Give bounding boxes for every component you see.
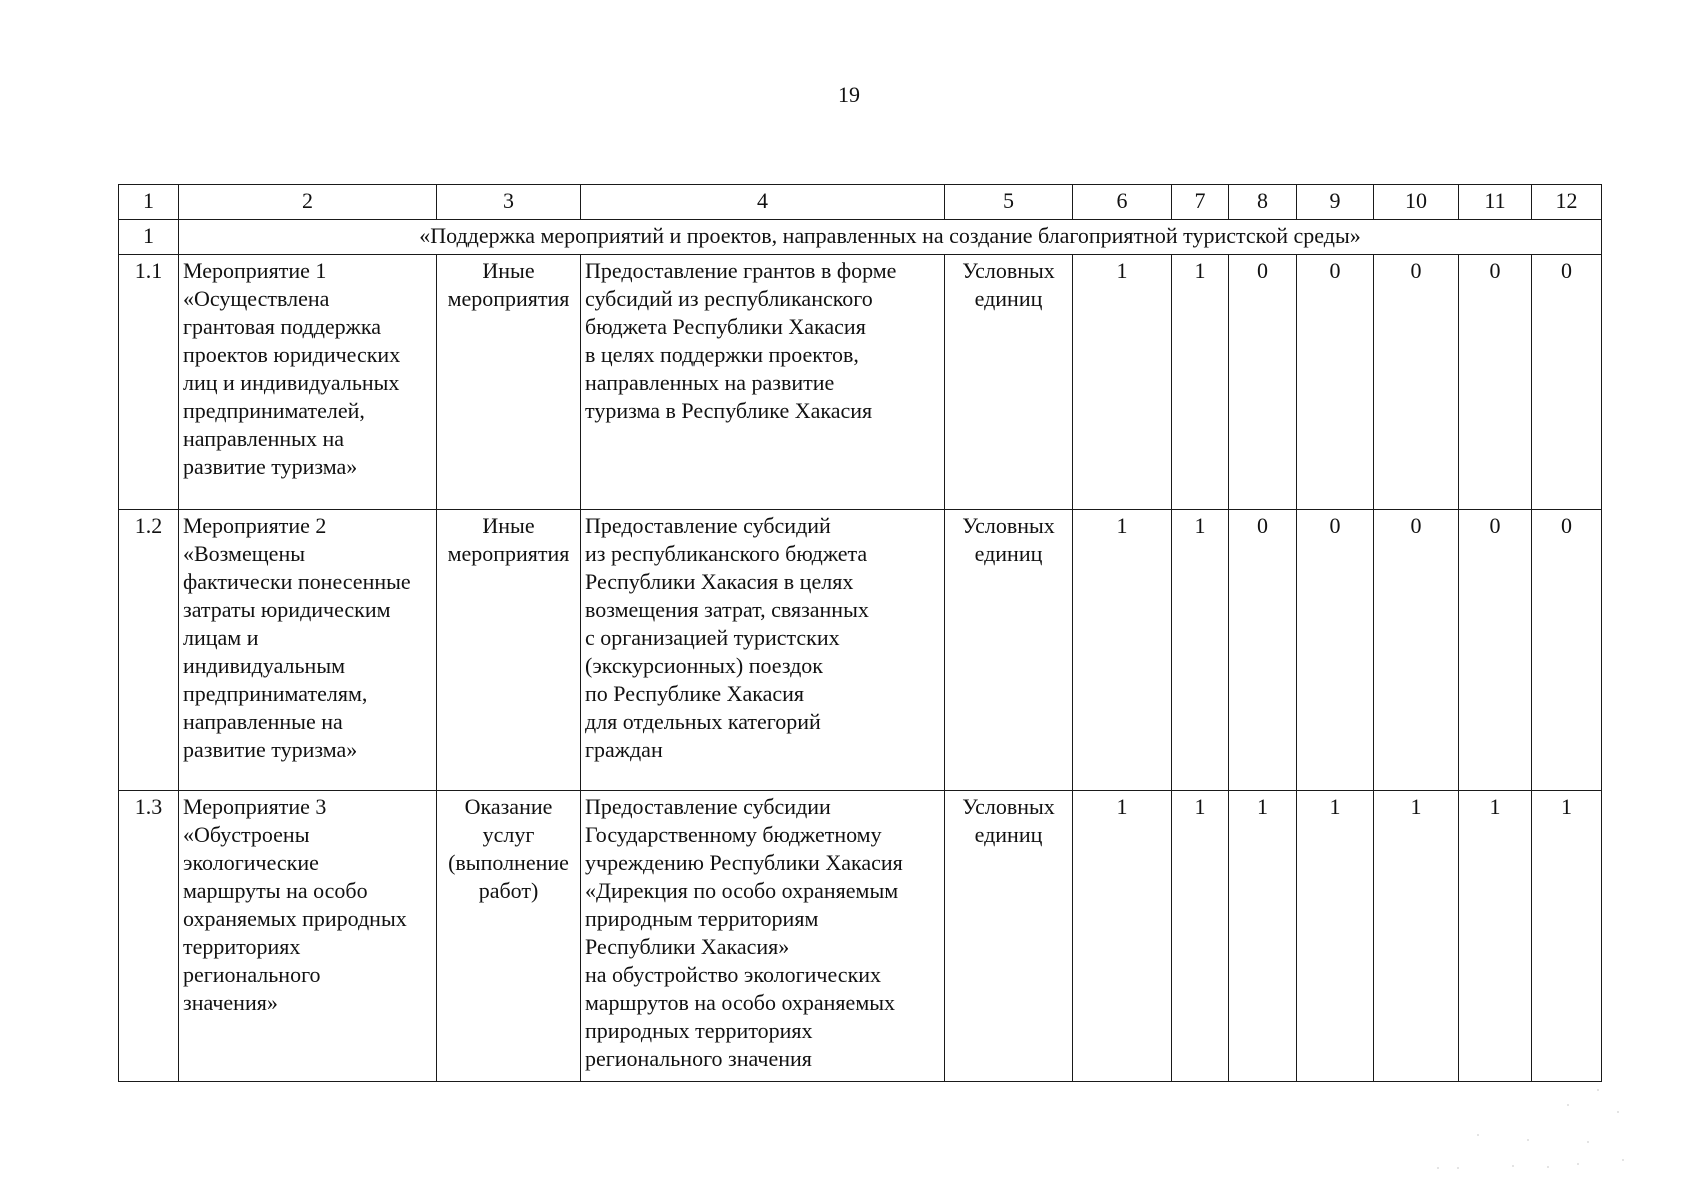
cell-line: Республики Хакасия в целях [585, 569, 854, 594]
page-number: 19 [838, 82, 860, 107]
activity-description [581, 255, 945, 510]
cell-line: Иные [482, 258, 535, 283]
row-number: 1.2 [119, 510, 179, 791]
cell-line: Мероприятие 2 [183, 513, 327, 538]
value-cell: 0 [1374, 510, 1459, 791]
cell-line: единиц [974, 286, 1043, 311]
cell-line: по Республике Хакасия [585, 681, 805, 706]
activity-type [437, 510, 581, 791]
value-cell: 0 [1229, 255, 1297, 510]
value-cell: 0 [1532, 255, 1602, 510]
cell-line: «Возмещены [183, 541, 305, 566]
cell-line: учреждению Республики Хакасия [585, 850, 903, 875]
header-cell: 5 [945, 185, 1073, 220]
cell-line: Оказание [464, 794, 553, 819]
cell-line: Условных [962, 794, 1055, 819]
value-cell: 0 [1297, 255, 1374, 510]
cell-line: работ) [478, 878, 539, 903]
value-cell: 0 [1459, 255, 1532, 510]
cell-line: территориях [183, 934, 301, 959]
table-row [119, 255, 1602, 510]
cell-line: Предоставление субсидии [585, 794, 831, 819]
section-row [119, 220, 1602, 255]
header-cell: 10 [1374, 185, 1459, 220]
cell-line: маршруты на особо [183, 878, 368, 903]
cell-line: проектов юридических [183, 342, 401, 367]
cell-line: единиц [974, 541, 1043, 566]
cell-line: туризма в Республике Хакасия [585, 398, 873, 423]
cell-line: Условных [962, 513, 1055, 538]
cell-line: развитие туризма» [183, 454, 358, 479]
value-cell: 0 [1229, 510, 1297, 791]
cell-line: Иные [482, 513, 535, 538]
cell-line: граждан [585, 737, 663, 762]
cell-line: Предоставление субсидий [585, 513, 831, 538]
value-cell: 1 [1459, 791, 1532, 1082]
header-cell: 3 [437, 185, 581, 220]
section-title: «Поддержка мероприятий и проектов, направленных на создание благоприятной туристской среды» [179, 220, 1602, 255]
cell-line: предпринимателям, [183, 681, 368, 706]
activity-name [179, 791, 437, 1082]
cell-line: Условных [962, 258, 1055, 283]
cell-line: значения» [183, 990, 278, 1015]
cell-line: развитие туризма» [183, 737, 358, 762]
cell-line: Мероприятие 1 [183, 258, 327, 283]
value-cell: 1 [1073, 510, 1172, 791]
cell-line: (экскурсионных) поездок [585, 653, 823, 678]
cell-line: Мероприятие 3 [183, 794, 327, 819]
cell-line: лиц и индивидуальных [183, 370, 400, 395]
cell-line: направленных на [183, 426, 344, 451]
value-cell: 1 [1172, 255, 1229, 510]
measure-unit [945, 255, 1073, 510]
cell-line: направленные на [183, 709, 343, 734]
value-cell: 1 [1229, 791, 1297, 1082]
cell-line: «Осуществлена [183, 286, 330, 311]
value-cell: 1 [1172, 791, 1229, 1082]
value-cell: 0 [1297, 510, 1374, 791]
header-cell: 4 [581, 185, 945, 220]
row-number: 1.1 [119, 255, 179, 510]
cell-line: фактически понесенные [183, 569, 411, 594]
header-cell: 9 [1297, 185, 1374, 220]
cell-line: из республиканского бюджета [585, 541, 868, 566]
scan-noise [1418, 1080, 1638, 1180]
cell-line: природных территориях [585, 1018, 813, 1043]
cell-line: бюджета Республики Хакасия [585, 314, 866, 339]
cell-line: на обустройство экологических [585, 962, 882, 987]
table-header-row [119, 185, 1602, 220]
activity-description [581, 791, 945, 1082]
cell-line: индивидуальным [183, 653, 346, 678]
cell-line: экологические [183, 850, 319, 875]
cell-line: в целях поддержки проектов, [585, 342, 859, 367]
activity-name [179, 255, 437, 510]
cell-line: с организацией туристских [585, 625, 840, 650]
cell-line: услуг [482, 822, 535, 847]
cell-line: направленных на развитие [585, 370, 835, 395]
cell-line: охраняемых природных [183, 906, 407, 931]
activity-type [437, 791, 581, 1082]
cell-line: Государственному бюджетному [585, 822, 882, 847]
activity-type [437, 255, 581, 510]
cell-line: лицам и [183, 625, 259, 650]
cell-line: грантовая поддержка [183, 314, 381, 339]
cell-line: единиц [974, 822, 1043, 847]
value-cell: 0 [1459, 510, 1532, 791]
row-number: 1.3 [119, 791, 179, 1082]
cell-line: Предоставление грантов в форме [585, 258, 897, 283]
value-cell: 1 [1374, 791, 1459, 1082]
measure-unit [945, 791, 1073, 1082]
indicators-table [118, 184, 1602, 1082]
value-cell: 1 [1073, 255, 1172, 510]
cell-line: регионального значения [585, 1046, 812, 1071]
table-row [119, 510, 1602, 791]
measure-unit [945, 510, 1073, 791]
header-cell: 8 [1229, 185, 1297, 220]
cell-line: «Обустроены [183, 822, 310, 847]
value-cell: 0 [1532, 510, 1602, 791]
cell-line: регионального [183, 962, 321, 987]
cell-line: возмещения затрат, связанных [585, 597, 869, 622]
section-number: 1 [119, 220, 179, 255]
value-cell: 1 [1073, 791, 1172, 1082]
value-cell: 0 [1374, 255, 1459, 510]
header-cell: 6 [1073, 185, 1172, 220]
header-cell: 7 [1172, 185, 1229, 220]
activity-description [581, 510, 945, 791]
value-cell: 1 [1297, 791, 1374, 1082]
activity-name [179, 510, 437, 791]
cell-line: (выполнение [448, 850, 569, 875]
header-cell: 12 [1532, 185, 1602, 220]
cell-line: природным территориям [585, 906, 819, 931]
cell-line: маршрутов на особо охраняемых [585, 990, 896, 1015]
cell-line: для отдельных категорий [585, 709, 821, 734]
cell-line: затраты юридическим [183, 597, 391, 622]
value-cell: 1 [1172, 510, 1229, 791]
header-cell: 2 [179, 185, 437, 220]
value-cell: 1 [1532, 791, 1602, 1082]
header-cell: 11 [1459, 185, 1532, 220]
cell-line: предпринимателей, [183, 398, 365, 423]
cell-line: «Дирекция по особо охраняемым [585, 878, 899, 903]
table-row [119, 791, 1602, 1082]
header-cell: 1 [119, 185, 179, 220]
cell-line: субсидий из республиканского [585, 286, 873, 311]
cell-line: Республики Хакасия» [585, 934, 790, 959]
cell-line: мероприятия [447, 286, 570, 311]
cell-line: мероприятия [447, 541, 570, 566]
